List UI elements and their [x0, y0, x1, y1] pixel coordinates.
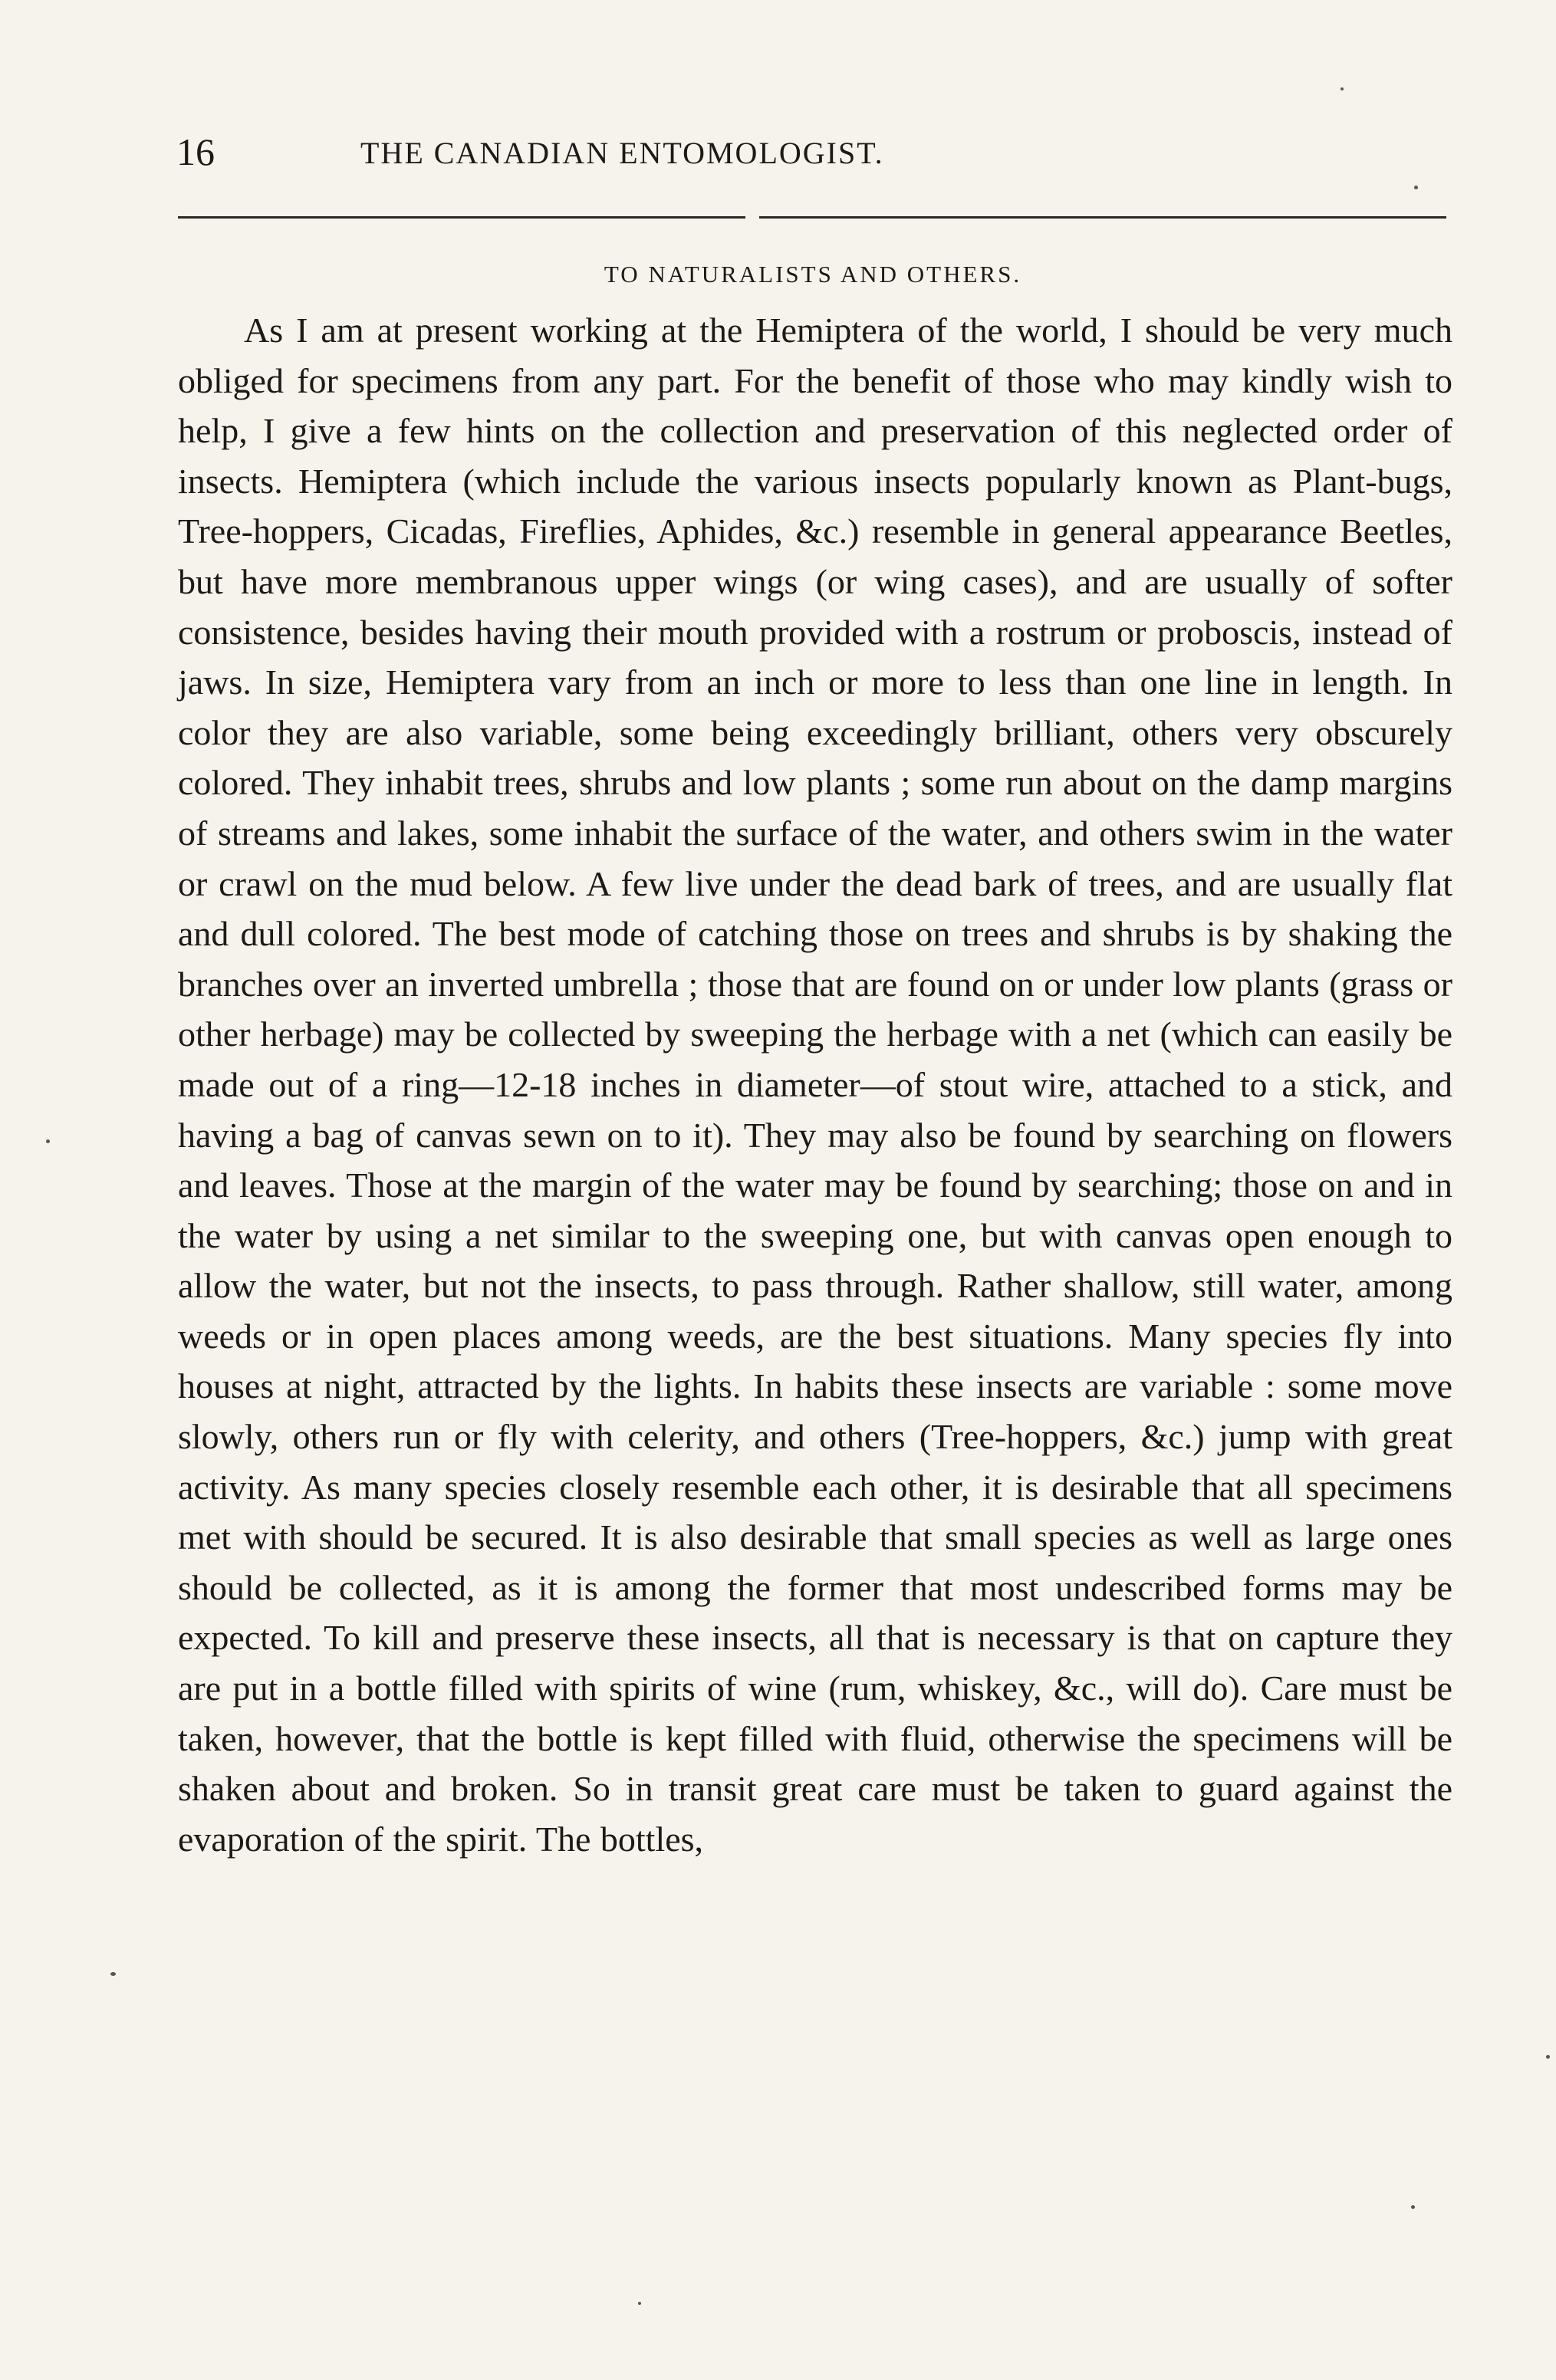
header-rule-left — [178, 216, 745, 219]
print-speck — [1414, 186, 1418, 189]
page-number: 16 — [176, 130, 215, 173]
running-head: THE CANADIAN ENTOMOLOGIST. — [360, 136, 884, 170]
print-speck — [46, 1139, 50, 1143]
page-header — [176, 129, 1449, 175]
section-title: TO NATURALISTS AND OTHERS. — [604, 261, 1022, 288]
print-speck — [638, 2302, 641, 2305]
body-paragraph: As I am at present working at the Hemiptera of the world, I should be very much obliged for specimens from any part. For the benefit of those who may kindly wish to help, I give a few hints on the collection and preservation of this neglected order of insects. Hemiptera (which include the various insects popularly known as Plant-bugs, Tree-hoppers, Cicadas, Fireflies, Aphides, &c.) resemble in general appearance Beetles, but have more membranous upper wings (or wing cases), and are usually of softer consistence, besides having their mouth provided with a rostrum or proboscis, instead of jaws. In size, Hemiptera vary from an inch or more to less than one line in length. In color they are also variable, some being exceedingly brilliant, others very obscurely colored. They inhabit trees, shrubs and low plants ; some run about on the damp margins of streams and lakes, some inhabit the surface of the water, and others swim in the water or crawl on the mud below. A few live under the dead bark of trees, and are usually flat and dull colored. The best mode of catching those on trees and shrubs is by shaking the branches over an inverted umbrella ; those that are found on or under low plants (grass or other herbage) may be collected by sweeping the herbage with a net (which can easily be made out of a ring—12-18 inches in diameter—of stout wire, attached to a stick, and having a bag of canvas sewn on to it). They may also be found by searching on flowers and leaves. Those at the margin of the water may be found by searching; those on and in the water by using a net similar to the sweeping one, but with canvas open enough to allow the water, but not the insects, to pass through. Rather shallow, still water, among weeds or in open places among weeds, are the best situations. Many species fly into houses at night, attracted by the lights. In habits these insects are variable : some move slowly, others run or fly with celerity, and others (Tree-hoppers, &c.) jump with great activity. As many species closely resemble each other, it is desirable that all specimens met with should be secured. It is also desirable that small species as well as large ones should be collected, as it is among the former that most undescribed forms may be expected. To kill and preserve these insects, all that is necessary is that on capture they are put in a bottle filled with spirits of wine (rum, whiskey, &c., will do). Care must be taken, however, that the bottle is kept filled with fluid, otherwise the specimens will be shaken about and broken. So in transit great care must be taken to guard against the evaporation of the spirit. The bottles, — [178, 311, 1452, 1859]
print-speck — [1411, 2205, 1415, 2209]
print-speck — [110, 1972, 116, 1976]
print-speck — [1341, 87, 1344, 90]
print-speck — [1546, 2055, 1550, 2059]
header-rule-right — [759, 216, 1446, 219]
